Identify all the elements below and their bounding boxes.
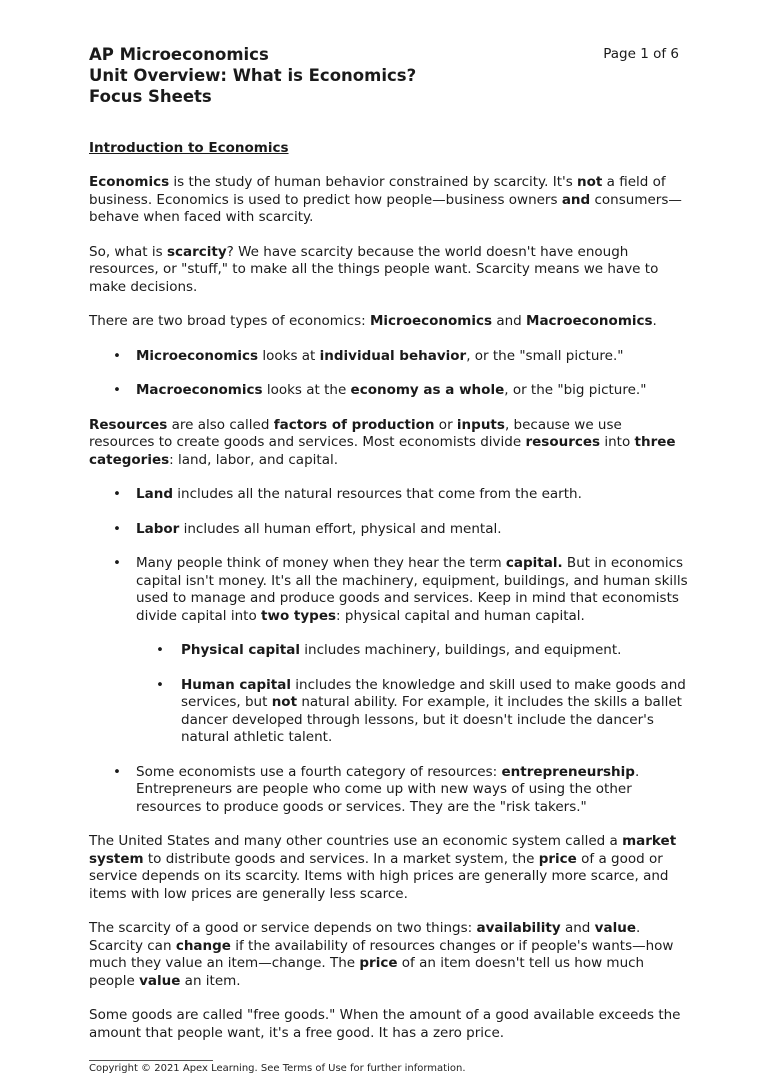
text: natural ability. For example, it includes the skills a ballet dancer developed through lessons, but it doesn't include the dancer's natural athletic talent. [181,694,682,745]
paragraph-free-goods [89,1007,689,1042]
resources-list [89,486,689,816]
list-item-capital [89,555,689,747]
bold-term: Physical capital [181,642,301,658]
course-title: AP Microeconomics [89,45,269,64]
page-indicator: Page 1 of 6 [603,46,679,62]
bold-term: economy as a whole [350,382,505,398]
list-item-entrepreneurship [89,764,689,817]
capital-types-list [136,642,689,747]
bold-term: three categories [89,434,676,468]
bold-term: Microeconomics [369,313,493,329]
bold-term: two types [261,607,337,624]
text: includes the knowledge and skill used to make goods and services, but [181,676,686,710]
sheet-title: Focus Sheets [89,87,212,106]
list-item-macroeconomics [89,382,689,400]
footer-divider [89,1060,213,1061]
text: is the study of human behavior constrained by scarcity. It's [169,174,578,190]
text: The scarcity of a good or service depends on two things: [89,920,477,936]
paragraph-market-system [89,833,689,903]
text: Many people think of money when they hear the term [136,555,506,571]
text: includes all the natural resources that come from the earth. [173,486,582,502]
text: and [492,313,527,329]
bold-term: Macroeconomics [136,382,263,398]
text: . Scarcity can [89,920,641,954]
bold-term: market system [89,833,677,867]
bold-term: entrepreneurship [501,763,635,780]
bold-term: Economics [89,174,170,190]
bold-term: value [594,920,636,936]
bold-term: and [561,191,591,208]
text: So, what is [89,243,167,260]
text: if the availability of resources changes or if people's wants—how much they value an item—change. The [89,937,674,971]
bold-term: price [359,955,398,971]
paragraph-economics-definition [89,174,689,227]
text: ? We have scarcity because the world doesn't have enough resources, or "stuff," to make all the things people want. Scarcity means we have to make decisions. [89,243,659,295]
text: includes machinery, buildings, and equipment. [300,642,622,658]
list-item-land [89,486,689,504]
text: . [652,313,657,329]
text: : physical capital and human capital. [336,607,585,624]
paragraph-scarcity [89,244,689,297]
text: : land, labor, and capital. [169,451,339,468]
bold-term: Labor [136,520,180,537]
text: looks at [258,347,320,364]
text: Some economists use a fourth category of resources: [136,763,502,780]
text: or [434,416,457,433]
text: There are two broad types of economics: [89,313,370,329]
economics-types-list [89,348,689,400]
text: But in economics capital isn't money. It's all the machinery, equipment, buildings, and human skills used to manage and produce goods and services. Keep in mind that economists divide capital into [136,555,688,624]
text: into [600,434,635,450]
list-item-labor [89,521,689,539]
bold-term: Human capital [181,676,291,693]
bold-term: capital. [505,555,563,571]
list-item-human-capital [136,677,689,747]
bold-term: factors of production [273,416,435,433]
bold-term: price [538,850,577,867]
bold-term: inputs [456,416,505,433]
text: are also called [167,416,274,433]
text: The United States and many other countries use an economic system called a [89,833,623,849]
document-page [89,44,689,1074]
bold-term: Resources [89,416,168,433]
text: . Entrepreneurs are people who come up with new ways of using the other resources to produce goods or services. They are the "risk takers." [136,763,640,815]
text: looks at the [262,382,351,398]
text: , or the "big picture." [504,382,647,398]
bold-term: Land [136,486,173,502]
text: an item. [180,972,241,989]
text: to distribute goods and services. In a market system, the [143,850,539,867]
text: a field of business. Economics is used to predict how people—business owners [89,174,666,208]
text: of a good or service depends on its scarcity. Items with high prices are generally more scarce, and items with low prices are generally less scarce. [89,850,669,902]
bold-term: value [139,972,181,989]
text: and [560,920,595,936]
paragraph-scarcity-factors [89,920,689,990]
bold-term: availability [476,920,561,936]
bold-term: Microeconomics [136,347,259,364]
text: includes all human effort, physical and mental. [179,520,502,537]
text: , because we use resources to create goods and services. Most economists divide [89,416,622,450]
bold-term: scarcity [166,243,227,260]
bold-term: Macroeconomics [526,313,653,329]
list-item-physical-capital [136,642,689,660]
text: Some goods are called "free goods." When the amount of a good available exceeds the amount that people want, it's a free good. It has a zero price. [89,1007,681,1041]
bold-term: not [271,694,298,710]
unit-title: Unit Overview: What is Economics? [89,66,417,85]
list-item-microeconomics [89,348,689,366]
section-heading: Introduction to Economics [89,140,289,156]
bold-term: change [175,937,231,954]
bold-term: individual behavior [319,347,467,364]
text: consumers—behave when faced with scarcity. [89,191,682,225]
text: of an item doesn't tell us how much people [89,955,645,989]
document-header [89,44,689,107]
text: , or the "small picture." [466,347,624,364]
paragraph-resources [89,417,689,470]
paragraph-types [89,313,689,331]
bold-term: resources [525,434,601,450]
bold-term: not [577,174,603,190]
copyright-footer: Copyright © 2021 Apex Learning. See Terms of Use for further information. [89,1063,466,1074]
